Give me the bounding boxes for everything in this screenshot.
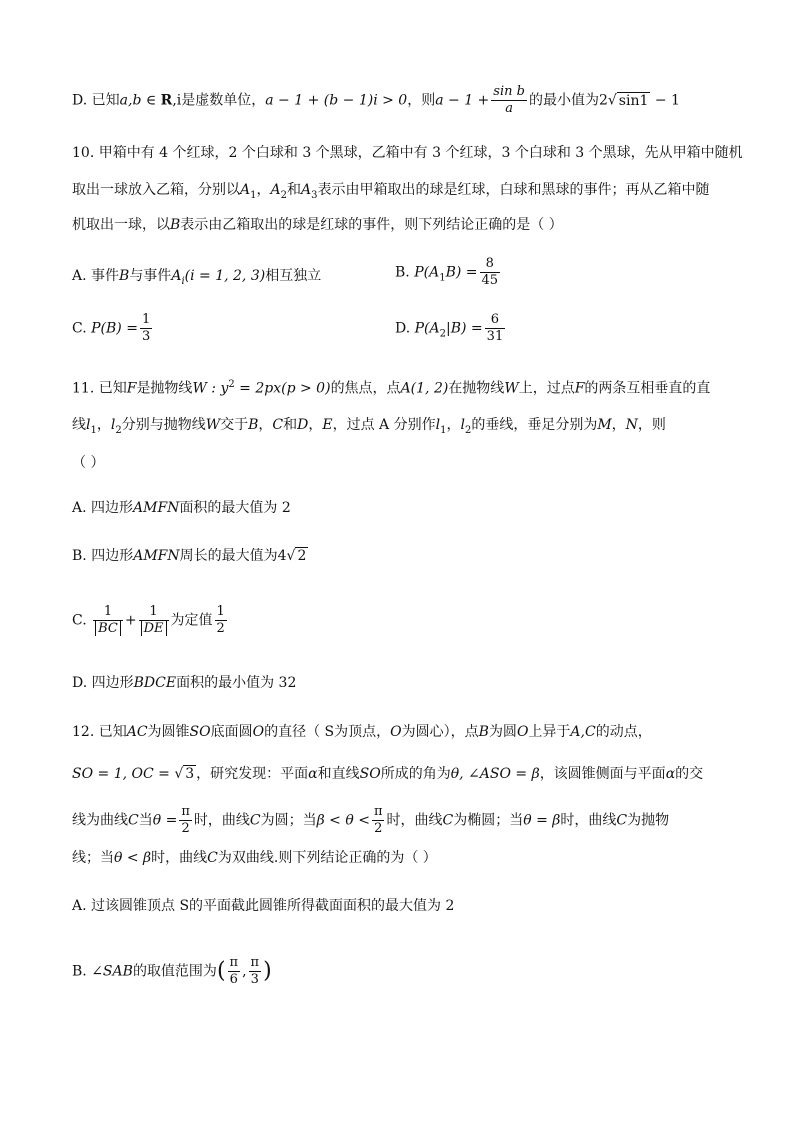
math: B bbox=[248, 417, 259, 433]
text: ， bbox=[308, 417, 323, 433]
q11-stem-line2 bbox=[72, 415, 666, 441]
math: P(A bbox=[414, 320, 440, 337]
text: 表示由乙箱取出的球是红球的事件，则下列结论正确的是（ ） bbox=[180, 217, 563, 233]
fraction bbox=[491, 84, 527, 117]
text: ，研究发现：平面 bbox=[196, 766, 309, 782]
math: θ = β bbox=[523, 812, 561, 829]
denominator: 31 bbox=[486, 329, 504, 344]
math: a,b ∈ bbox=[119, 92, 161, 109]
option-letter: B. bbox=[395, 264, 410, 281]
option-letter: A. bbox=[72, 268, 87, 284]
text: 线；当 bbox=[72, 850, 114, 866]
option-letter: C. bbox=[72, 612, 87, 629]
text: 底面圆 bbox=[210, 724, 253, 740]
math-bold: R bbox=[160, 92, 173, 109]
text: 的最小值为 bbox=[528, 92, 599, 109]
text: 表示由甲箱取出的球是红球，白球和黑球的事件；再从乙箱中随 bbox=[317, 182, 710, 198]
fraction bbox=[139, 604, 169, 637]
text: 时，曲线 bbox=[560, 812, 617, 829]
q10-stem-line1: 10. 甲箱中有 4 个红球，2 个白球和 3 个黑球，乙箱中有 3 个红球，3 个白球和 3 个黑球，先从甲箱中随机 bbox=[72, 145, 743, 161]
numerator: π bbox=[229, 955, 239, 970]
subscript: 1 bbox=[439, 272, 446, 284]
text: 的垂线，垂足分别为 bbox=[471, 417, 598, 433]
text: 为圆锥 bbox=[147, 724, 190, 740]
math: D bbox=[297, 417, 309, 433]
q11-option-b: B. 四边形AMFN周长的最大值为4√ 2 bbox=[72, 548, 307, 564]
q11-option-a bbox=[72, 498, 291, 518]
text: ， bbox=[256, 182, 271, 198]
text: ，过点 A 分别作 bbox=[332, 417, 436, 433]
q10-option-d bbox=[395, 312, 507, 345]
math: A(1, 2) bbox=[400, 380, 449, 397]
text: 为抛物 bbox=[627, 812, 670, 829]
math: 2 bbox=[598, 92, 608, 109]
math: ∠SAB bbox=[91, 963, 133, 980]
math: |B) = bbox=[446, 320, 483, 337]
q12-stem-line3 bbox=[72, 804, 669, 837]
text: 为定值 bbox=[170, 612, 213, 629]
math: AMFN bbox=[133, 548, 180, 564]
math: (i = 1, 2, 3) bbox=[184, 268, 266, 284]
text: 所成的角为 bbox=[380, 766, 451, 782]
numerator: 6 bbox=[485, 312, 506, 329]
sqrt: sin1 bbox=[618, 92, 649, 109]
math: a − 1 + (b − 1)i > 0 bbox=[265, 92, 408, 109]
math: l bbox=[86, 417, 91, 433]
math: β < θ < bbox=[316, 812, 370, 829]
math: N bbox=[625, 417, 638, 433]
text: 的焦点，点 bbox=[330, 380, 401, 397]
text: 时，曲线 bbox=[151, 850, 208, 866]
math: AC bbox=[126, 724, 148, 740]
text: 时，曲线 bbox=[386, 812, 443, 829]
denominator: 45 bbox=[481, 273, 499, 288]
math: l bbox=[435, 417, 441, 433]
q10-option-a bbox=[72, 266, 321, 292]
sqrt: 3 bbox=[185, 766, 195, 782]
text: 为圆心），点 bbox=[401, 724, 479, 740]
q10-stem-line2 bbox=[72, 180, 710, 206]
math: B bbox=[478, 724, 489, 740]
math: O bbox=[516, 724, 529, 740]
subscript: 1 bbox=[90, 424, 97, 436]
q11-stem-line1 bbox=[72, 375, 710, 399]
text: 和直线 bbox=[317, 766, 360, 782]
text: 事件 bbox=[91, 268, 120, 284]
denominator: 2 bbox=[216, 621, 225, 636]
option-letter: B. bbox=[72, 548, 87, 564]
option-letter: C. bbox=[72, 320, 87, 337]
math: F bbox=[574, 380, 585, 397]
math: O bbox=[252, 724, 265, 740]
math: θ < β bbox=[114, 850, 152, 866]
math: 4 bbox=[277, 548, 287, 564]
fraction bbox=[485, 312, 506, 345]
math: = 2px(p > 0) bbox=[234, 380, 331, 397]
text: 的动点， bbox=[595, 724, 652, 740]
option-letter: D. bbox=[395, 320, 411, 337]
math: C bbox=[249, 812, 261, 829]
q12-option-b: B. ∠SAB的取值范围为( $\frac{\pi}{6}$ , $\frac{\pi}{3}$ ) bbox=[72, 955, 272, 987]
option-letter: A. bbox=[72, 898, 87, 914]
math: θ, ∠ASO = β bbox=[450, 766, 540, 782]
numerator: 1 bbox=[216, 604, 225, 619]
math: O bbox=[390, 724, 402, 740]
numerator: π bbox=[181, 804, 190, 819]
option-letter: D. bbox=[72, 675, 88, 691]
fraction bbox=[228, 955, 241, 988]
q10-option-b bbox=[395, 256, 502, 289]
subscript: 2 bbox=[464, 424, 472, 436]
text: 的直径（ S为顶点， bbox=[264, 724, 391, 740]
subscript: i bbox=[181, 275, 185, 287]
text: 上，过点 bbox=[518, 380, 575, 397]
text: 四边形 bbox=[91, 675, 134, 691]
text: 面积的最小值为 32 bbox=[176, 675, 297, 691]
math: SO bbox=[359, 766, 381, 782]
math: W bbox=[205, 417, 221, 433]
numerator: π bbox=[373, 804, 383, 819]
math: − 1 bbox=[650, 92, 680, 109]
math: a − 1 + bbox=[435, 92, 490, 109]
subscript: 1 bbox=[250, 189, 257, 201]
text: 为双曲线.则下列结论正确的为（ ） bbox=[217, 850, 437, 866]
text: 11. 已知 bbox=[72, 380, 127, 397]
denominator: 2 bbox=[181, 821, 190, 836]
text: ， bbox=[446, 417, 461, 433]
denominator: 6 bbox=[229, 972, 238, 987]
denominator: 2 bbox=[374, 821, 383, 836]
sqrt: 2 bbox=[297, 548, 307, 564]
text: 四边形 bbox=[91, 500, 134, 516]
math: l bbox=[110, 417, 116, 433]
math: BDCE bbox=[133, 675, 177, 691]
denominator: a bbox=[505, 101, 513, 116]
denominator: 3 bbox=[141, 329, 151, 344]
math: + bbox=[124, 612, 137, 629]
text: 是抛物线 bbox=[136, 380, 193, 397]
text: 为圆 bbox=[488, 724, 517, 740]
fraction bbox=[249, 955, 262, 988]
superscript: 2 bbox=[228, 379, 235, 390]
fraction bbox=[140, 312, 152, 345]
q11-option-d bbox=[72, 673, 296, 693]
q12-stem-line4 bbox=[72, 848, 437, 868]
fraction bbox=[215, 604, 227, 637]
math: A,C bbox=[570, 724, 596, 740]
numerator: 1 bbox=[139, 604, 169, 621]
math: B bbox=[119, 268, 130, 284]
text: ，该圆锥侧面与平面 bbox=[539, 766, 666, 782]
text: 时，曲线 bbox=[193, 812, 250, 829]
text: 和 bbox=[287, 182, 301, 198]
math: P(B) = bbox=[91, 320, 138, 337]
math: SO bbox=[189, 724, 211, 740]
text: 12. 已知 bbox=[72, 724, 127, 740]
numerator: π bbox=[250, 955, 260, 970]
q10-option-c bbox=[72, 312, 154, 345]
math: C bbox=[442, 812, 454, 829]
math: C bbox=[128, 812, 139, 829]
text: 线 bbox=[72, 417, 86, 433]
numerator: 1 bbox=[93, 604, 123, 621]
subscript: 2 bbox=[115, 424, 122, 436]
text: 分别与抛物线 bbox=[121, 417, 206, 433]
text: 已知 bbox=[91, 92, 120, 109]
math: B) = bbox=[445, 264, 478, 281]
subscript: 2 bbox=[280, 189, 287, 201]
math: A bbox=[240, 182, 251, 198]
math: P(A bbox=[414, 264, 440, 281]
denominator: 3 bbox=[250, 972, 259, 987]
text: 是虚数单位， bbox=[181, 92, 266, 109]
text: 交于 bbox=[220, 417, 249, 433]
math: F bbox=[126, 380, 137, 397]
text: 面积的最大值为 2 bbox=[179, 500, 291, 516]
math: A bbox=[171, 268, 182, 284]
math: E bbox=[322, 417, 333, 433]
math: ,i bbox=[172, 92, 182, 109]
math: l bbox=[460, 417, 465, 433]
fraction bbox=[179, 804, 192, 837]
subscript: 3 bbox=[311, 189, 318, 201]
q10-stem-line3 bbox=[72, 215, 563, 235]
math: M bbox=[597, 417, 612, 433]
q12-stem-line1 bbox=[72, 722, 652, 742]
denominator: BC bbox=[95, 621, 121, 636]
text: 过该圆锥顶点 S的平面截此圆锥所得截面面积的最大值为 2 bbox=[91, 898, 455, 914]
text: ， bbox=[611, 417, 626, 433]
option-letter: D. bbox=[72, 92, 88, 109]
q11-option-c bbox=[72, 604, 229, 637]
denominator: DE bbox=[141, 621, 167, 636]
math: A bbox=[270, 182, 281, 198]
text: 为圆；当 bbox=[260, 812, 317, 829]
option-letter: B. bbox=[72, 963, 87, 980]
math: SO = 1, OC = bbox=[72, 766, 175, 782]
numerator: 8 bbox=[480, 256, 501, 273]
q9-option-d: D. 已知a,b ∈ R,i是虚数单位，a − 1 + (b − 1)i > 0，则a − 1 + $\frac{\text{sin b}}{a}$ 的最小值为2√ sin1 − 1 bbox=[72, 84, 680, 116]
math: W bbox=[504, 380, 519, 397]
subscript: 2 bbox=[439, 328, 447, 340]
math: α bbox=[665, 766, 676, 782]
text: 的两条互相垂直的直 bbox=[584, 380, 711, 397]
text: 上异于 bbox=[528, 724, 571, 740]
math: AMFN bbox=[133, 500, 180, 516]
math: C bbox=[616, 812, 628, 829]
math: C bbox=[207, 850, 218, 866]
math: θ = bbox=[152, 812, 178, 829]
text: 在抛物线 bbox=[448, 380, 505, 397]
q12-option-a bbox=[72, 896, 454, 916]
q12-stem-line2: SO = 1, OC = √ 3 ，研究发现：平面α和直线SO所成的角为θ, ∠ASO = β，该圆锥侧面与平面α的交 bbox=[72, 766, 704, 782]
numerator: sin b bbox=[493, 84, 525, 99]
fraction bbox=[480, 256, 501, 289]
text: ， bbox=[96, 417, 111, 433]
text: ，则 bbox=[407, 92, 436, 109]
numerator: 1 bbox=[141, 312, 151, 327]
text: 的取值范围为 bbox=[132, 963, 217, 980]
text: ， bbox=[258, 417, 273, 433]
text: 当 bbox=[138, 812, 153, 829]
math: B bbox=[170, 217, 181, 233]
fraction bbox=[372, 804, 385, 837]
text: 线为曲线 bbox=[72, 812, 128, 829]
math: A bbox=[301, 182, 312, 198]
text: 周长的最大值为 bbox=[179, 548, 278, 564]
fraction bbox=[93, 604, 123, 637]
math: W : y bbox=[192, 380, 229, 397]
text: 和 bbox=[283, 417, 298, 433]
text: 四边形 bbox=[91, 548, 134, 564]
text: 与事件 bbox=[129, 268, 172, 284]
text: 机取出一球，以 bbox=[72, 217, 170, 233]
text: 取出一球放入乙箱，分别以 bbox=[72, 182, 240, 198]
text: 相互独立 bbox=[265, 268, 322, 284]
math: C bbox=[272, 417, 284, 433]
math: α bbox=[308, 766, 318, 782]
text: 的交 bbox=[675, 766, 704, 782]
text: ，则 bbox=[637, 417, 666, 433]
option-letter: A. bbox=[72, 500, 87, 516]
subscript: 1 bbox=[440, 424, 447, 436]
q11-stem-line3: （ ） bbox=[72, 455, 105, 471]
text: 为椭圆；当 bbox=[453, 812, 524, 829]
